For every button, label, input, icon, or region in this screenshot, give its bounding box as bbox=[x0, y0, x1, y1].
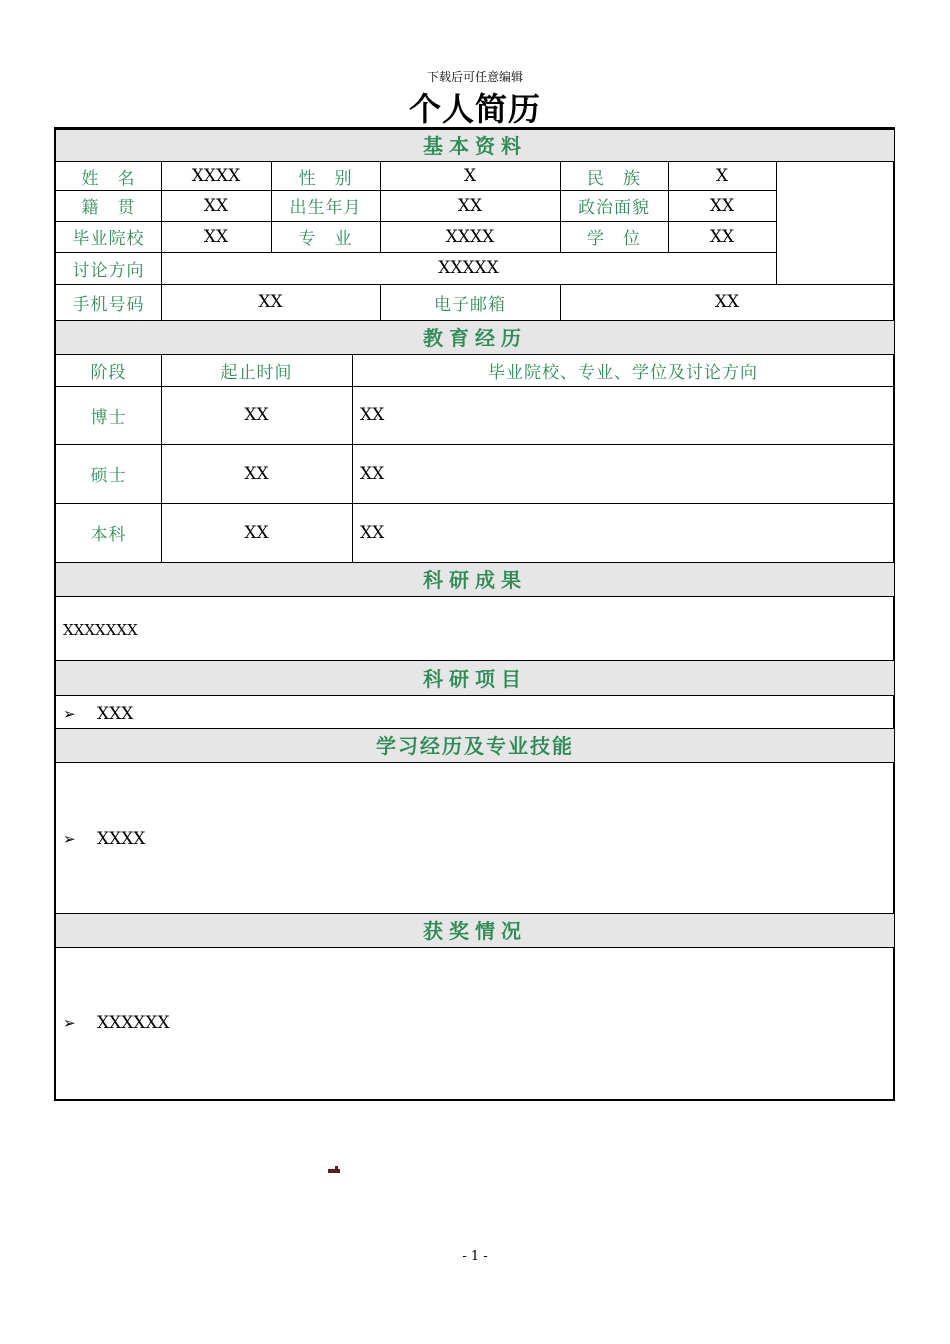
document-title: 个人简历 bbox=[408, 90, 541, 128]
bullet-arrow-icon: ➢ bbox=[63, 705, 76, 723]
phone-label: 手机号码 bbox=[72, 294, 145, 315]
section-awards-header: 获奖情况 bbox=[56, 913, 894, 948]
research-results-text: XXXXXXX bbox=[63, 621, 138, 639]
school-label: 毕业院校 bbox=[72, 229, 145, 249]
section-education-header: 教育经历 bbox=[56, 320, 894, 355]
gender-value: X bbox=[463, 166, 477, 186]
education-detail-phd: XX bbox=[360, 405, 385, 425]
education-stage-master: 硕士 bbox=[90, 466, 127, 486]
section-basic-header: 基本资料 bbox=[56, 129, 894, 162]
education-detail-bachelor: XX bbox=[360, 522, 385, 543]
name-value: XXXX bbox=[191, 166, 241, 186]
ethnicity-label: 民 族 bbox=[587, 168, 641, 189]
study-skills-item: XXXX bbox=[97, 829, 146, 849]
section-research-results-header: 科研成果 bbox=[56, 562, 894, 597]
school-value: XX bbox=[203, 226, 229, 247]
photo-area bbox=[777, 162, 894, 284]
politics-label: 政治面貌 bbox=[578, 198, 650, 218]
page-number: - 1 - bbox=[462, 1249, 488, 1264]
decorative-mark-icon bbox=[328, 1166, 340, 1173]
education-time-master: XX bbox=[244, 463, 269, 484]
education-stage-bachelor: 本科 bbox=[90, 525, 127, 545]
bullet-arrow-icon: ➢ bbox=[63, 830, 76, 848]
email-label: 电子邮箱 bbox=[434, 294, 506, 315]
research-direction-label: 讨论方向 bbox=[72, 260, 145, 281]
education-header-time: 起止时间 bbox=[220, 363, 293, 383]
research-project-item: XXX bbox=[97, 704, 134, 724]
education-time-bachelor: XX bbox=[244, 522, 269, 543]
degree-value: XX bbox=[709, 226, 735, 247]
research-direction-value: XXXXX bbox=[438, 258, 499, 278]
education-header-detail: 毕业院校、专业、学位及讨论方向 bbox=[488, 363, 758, 383]
birth-date-label: 出生年月 bbox=[289, 198, 362, 218]
email-value: XX bbox=[714, 292, 740, 312]
ethnicity-value: X bbox=[715, 166, 729, 186]
bullet-arrow-icon: ➢ bbox=[63, 1014, 76, 1032]
top-note: 下载后可任意编辑 bbox=[426, 70, 523, 84]
section-study-skills-header: 学习经历及专业技能 bbox=[56, 728, 894, 763]
native-place-label: 籍 贯 bbox=[81, 198, 136, 218]
section-research-projects-header: 科研项目 bbox=[56, 660, 894, 696]
phone-value: XX bbox=[258, 292, 283, 312]
awards-item: XXXXXX bbox=[97, 1013, 170, 1033]
major-label: 专 业 bbox=[298, 229, 353, 249]
education-time-phd: XX bbox=[244, 405, 269, 425]
education-detail-master: XX bbox=[360, 463, 385, 484]
politics-value: XX bbox=[709, 195, 735, 216]
degree-label: 学 位 bbox=[587, 229, 641, 249]
major-value: XXXX bbox=[445, 226, 495, 247]
name-label: 姓 名 bbox=[81, 168, 136, 189]
education-stage-phd: 博士 bbox=[90, 407, 127, 428]
native-place-value: XX bbox=[203, 195, 229, 216]
gender-label: 性 别 bbox=[298, 168, 353, 189]
birth-date-value: XX bbox=[457, 195, 483, 216]
education-header-stage: 阶段 bbox=[90, 363, 127, 383]
